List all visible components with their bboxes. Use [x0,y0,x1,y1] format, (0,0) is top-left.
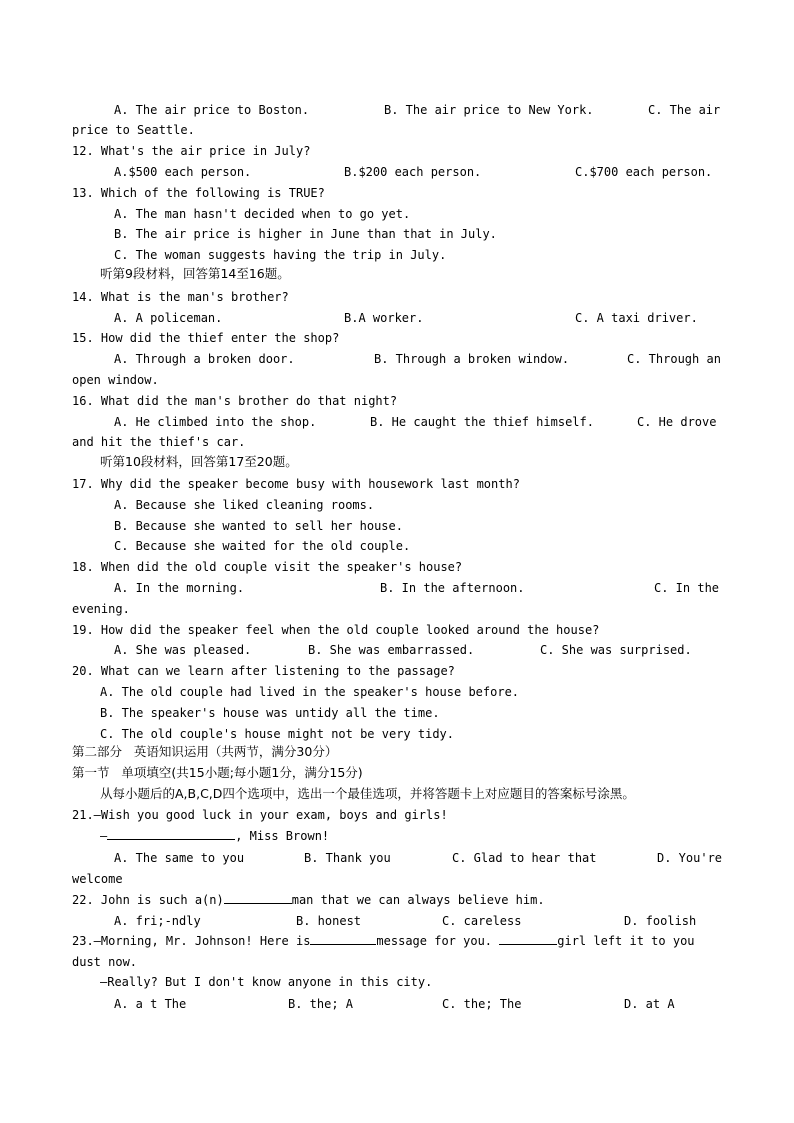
q15-option-c-cont: open window. [72,373,159,387]
q15-option-a: A. Through a broken door. [114,352,295,366]
q22-option-a: A. fri;-ndly [114,914,201,928]
q23-option-c: C. the; The [442,997,522,1011]
q21-question: 21.—Wish you good luck in your exam, boys and girls! [72,808,448,822]
q23-option-d: D. at A [624,997,675,1011]
section-9-heading: 听第9段材料，回答第14至16题。 [100,266,290,281]
q23-response: —Really? But I don't know anyone in this city. [100,975,433,989]
q19-option-b: B. She was embarrassed. [308,643,475,657]
q22-text-after: man that we can always believe him. [291,893,545,907]
section-10-heading: 听第10段材料，回答第17至20题。 [100,454,298,469]
q23-text-middle: message for you. [376,934,493,948]
q12-option-c: C.$700 each person. [575,165,713,179]
q17-question: 17. Why did the speaker become busy with housework last month? [72,477,520,491]
q15-question: 15. How did the thief enter the shop? [72,331,340,345]
q23-text-before: 23.—Morning, Mr. Johnson! Here is [72,934,311,948]
q20-option-b: B. The speaker's house was untidy all the time. [100,706,440,720]
q20-question: 20. What can we learn after listening to the passage? [72,664,455,678]
q15-option-b: B. Through a broken window. [374,352,570,366]
q18-option-c-cont: evening. [72,602,130,616]
q18-option-a: A. In the morning. [114,581,245,595]
q22-option-d: D. foolish [624,914,697,928]
q22-text-before: 22. John is such a(n) [72,893,224,907]
q23-question-cont: dust now. [72,955,138,969]
q12-option-b: B.$200 each person. [344,165,482,179]
q16-option-c-cont: and hit the thief's car. [72,435,246,449]
q11-option-c: C. The air [648,103,721,117]
q11-option-a: A. The air price to Boston. [114,103,310,117]
q13-question: 13. Which of the following is TRUE? [72,186,325,200]
q20-option-c: C. The old couple's house might not be very tidy. [100,727,455,741]
q12-options-line [72,162,722,182]
q23-option-b: B. the; A [288,997,354,1011]
q17-option-c: C. Because she waited for the old couple. [114,539,411,553]
q13-option-c: C. The woman suggests having the trip in July. [114,248,447,262]
q23-answer-blank-1 [310,931,376,945]
q19-options-line [72,640,722,660]
q19-question: 19. How did the speaker feel when the old couple looked around the house? [72,623,600,637]
q14-option-b: B.A worker. [344,311,424,325]
q22-options-line [72,911,722,931]
q23-text-after: girl left it to you [557,934,695,948]
q16-question: 16. What did the man's brother do that night? [72,394,398,408]
q18-question: 18. When did the old couple visit the speaker's house? [72,560,463,574]
q13-option-b: B. The air price is higher in June than that in July. [114,227,497,241]
q23-question [72,931,722,951]
q15-option-c: C. Through an [627,352,721,366]
q21-option-d: D. You're [657,851,722,865]
q11-option-c-cont: price to Seattle. [72,123,195,137]
q18-option-c: C. In the [654,581,720,595]
q21-response-text: , Miss Brown! [235,829,330,843]
q21-option-b: B. Thank you [304,851,391,865]
q11-options-line [72,100,722,120]
q11-option-b: B. The air price to New York. [384,103,594,117]
q21-option-c: C. Glad to hear that [452,851,597,865]
q16-option-a: A. He climbed into the shop. [114,415,317,429]
q21-options-line [72,848,722,868]
q23-options-line [72,994,722,1014]
q20-option-a: A. The old couple had lived in the speaker's house before. [100,685,520,699]
q19-option-a: A. She was pleased. [114,643,252,657]
q22-question [72,890,722,910]
q22-option-b: B. honest [296,914,362,928]
q13-option-a: A. The man hasn't decided when to go yet. [114,207,411,221]
part-2-heading: 第二部分 英语知识运用（共两节，满分30分） [72,744,338,759]
q21-option-a: A. The same to you [114,851,245,865]
q22-answer-blank [224,890,292,904]
q21-dash: — [100,829,108,843]
q17-option-a: A. Because she liked cleaning rooms. [114,498,375,512]
q16-options-line [72,412,722,432]
q16-option-b: B. He caught the thief himself. [370,415,594,429]
q21-response [100,826,750,846]
section-1-heading: 第一节 单项填空(共15小题;每小题1分，满分15分) [72,765,363,780]
q19-option-c: C. She was surprised. [540,643,692,657]
q21-answer-blank [107,826,235,840]
q23-option-a: A. a t The [114,997,187,1011]
q18-options-line [72,578,722,598]
q16-option-c: C. He drove [637,415,717,429]
q21-option-d-cont: welcome [72,872,123,886]
q18-option-b: B. In the afternoon. [380,581,525,595]
q23-answer-blank-2 [499,931,557,945]
q17-option-b: B. Because she wanted to sell her house. [114,519,403,533]
q14-option-a: A. A policeman. [114,311,223,325]
q12-option-a: A.$500 each person. [114,165,252,179]
q12-question: 12. What's the air price in July? [72,144,311,158]
q14-option-c: C. A taxi driver. [575,311,698,325]
q14-question: 14. What is the man's brother? [72,290,289,304]
q22-option-c: C. careless [442,914,522,928]
q14-options-line [72,308,722,328]
q15-options-line [72,349,722,369]
instructions: 从每小题后的A,B,C,D四个选项中，选出一个最佳选项，并将答题卡上对应题目的答案标号涂黑。 [100,786,635,801]
